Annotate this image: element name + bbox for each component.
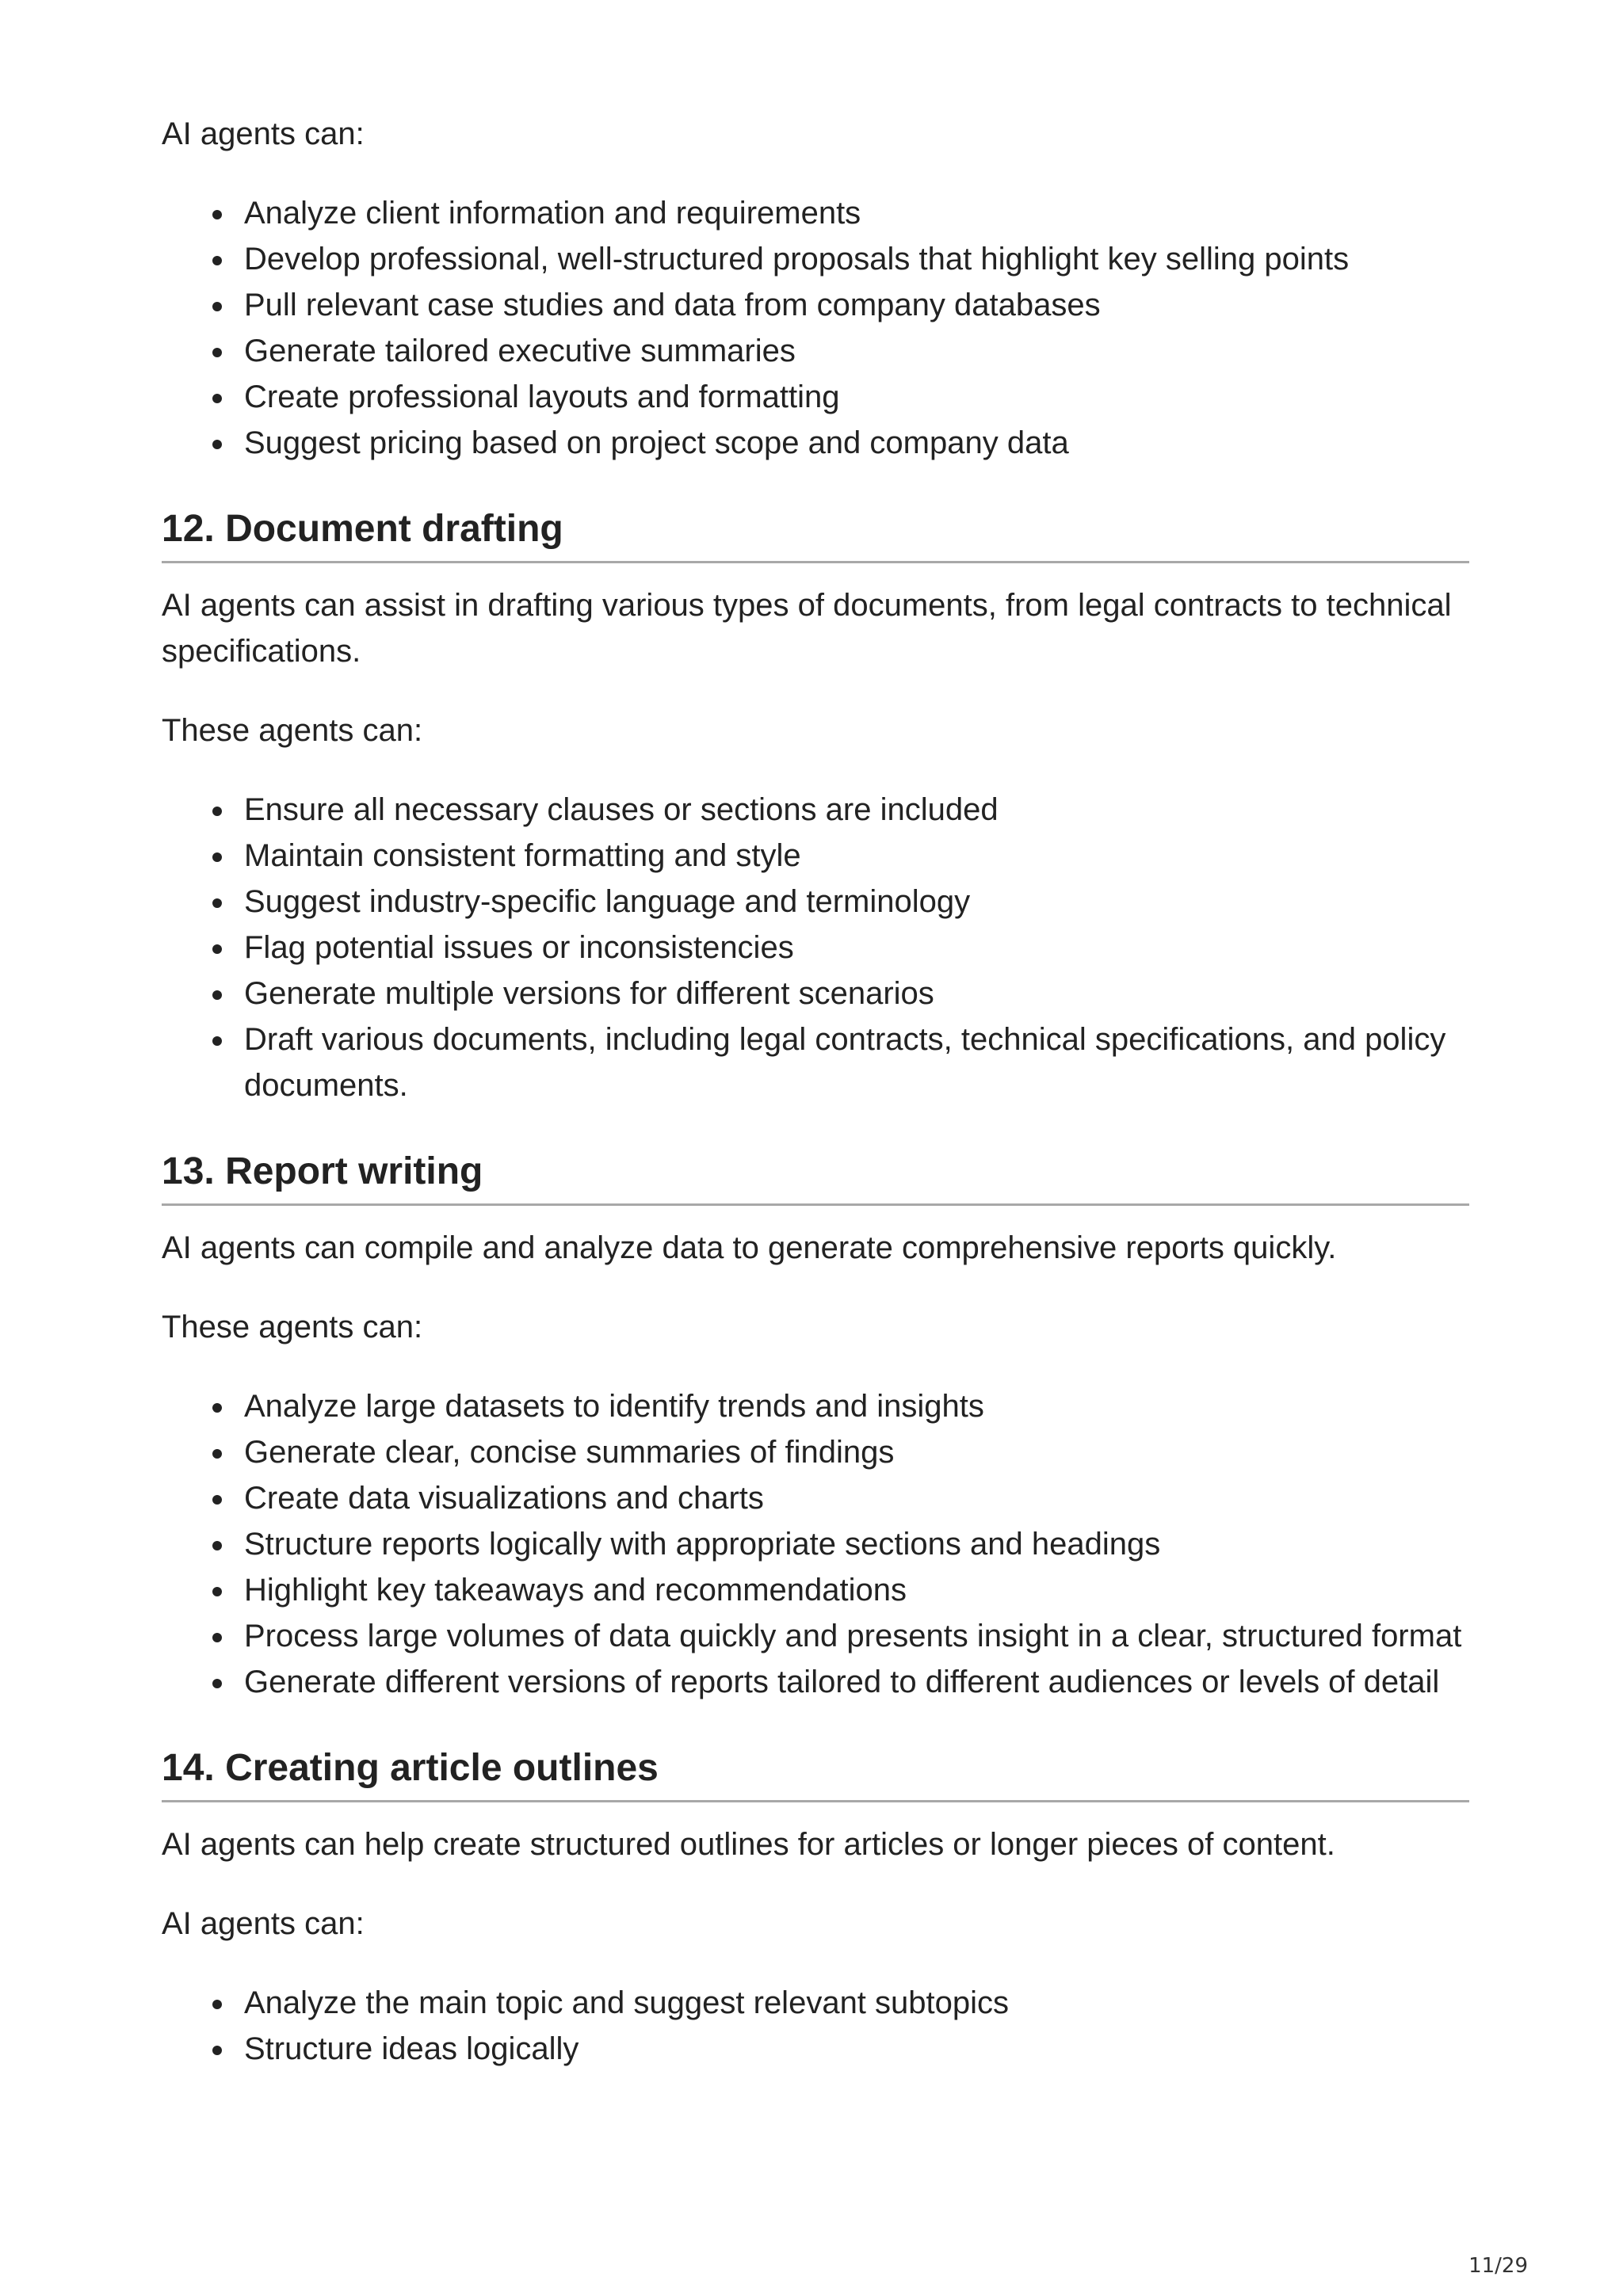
section-list (162, 1980, 1469, 2072)
list-item: Ensure all necessary clauses or sections are included (244, 787, 1469, 833)
list-item: Generate multiple versions for different scenarios (244, 971, 1469, 1016)
list-item: Maintain consistent formatting and style (244, 833, 1469, 879)
list-item: Analyze client information and requirements (244, 190, 1469, 236)
document-page (162, 111, 1469, 2072)
section-heading: 12. Document drafting (162, 504, 1469, 563)
list-item: Generate tailored executive summaries (244, 328, 1469, 374)
list-item: Create professional layouts and formatting (244, 374, 1469, 420)
list-item: Suggest industry-specific language and terminology (244, 879, 1469, 925)
section-list (162, 1383, 1469, 1705)
section-list (162, 787, 1469, 1108)
list-item: Analyze large datasets to identify trends and insights (244, 1383, 1469, 1429)
section-lead: These agents can: (162, 1310, 423, 1344)
list-item: Generate clear, concise summaries of findings (244, 1429, 1469, 1475)
section-report-writing (162, 1146, 1469, 1705)
section-paragraph: AI agents can assist in drafting various types of documents, from legal contracts to technical specifications. (162, 588, 1452, 669)
list-item: Draft various documents, including legal contracts, technical specifications, and policy documents. (244, 1016, 1469, 1108)
list-item: Process large volumes of data quickly and presents insight in a clear, structured format (244, 1613, 1469, 1659)
section-paragraph: AI agents can compile and analyze data to generate comprehensive reports quickly. (162, 1230, 1337, 1265)
intro-lead: AI agents can: (162, 116, 365, 151)
section-document-drafting (162, 504, 1469, 1108)
list-item: Flag potential issues or inconsistencies (244, 925, 1469, 971)
section-article-outlines (162, 1743, 1469, 2072)
section-lead: These agents can: (162, 713, 423, 748)
section-heading: 13. Report writing (162, 1146, 1469, 1206)
list-item: Create data visualizations and charts (244, 1475, 1469, 1521)
page-number: 11/29 (1468, 2254, 1528, 2278)
list-item: Structure ideas logically (244, 2026, 1469, 2072)
list-item: Analyze the main topic and suggest relevant subtopics (244, 1980, 1469, 2026)
section-paragraph: AI agents can help create structured outlines for articles or longer pieces of content. (162, 1827, 1335, 1862)
section-heading: 14. Creating article outlines (162, 1743, 1469, 1802)
list-item: Highlight key takeaways and recommendations (244, 1567, 1469, 1613)
list-item: Structure reports logically with appropriate sections and headings (244, 1521, 1469, 1567)
section-lead: AI agents can: (162, 1906, 365, 1941)
intro-list (162, 190, 1469, 466)
list-item: Generate different versions of reports tailored to different audiences or levels of detail (244, 1659, 1469, 1705)
list-item: Suggest pricing based on project scope and company data (244, 420, 1469, 466)
list-item: Pull relevant case studies and data from company databases (244, 282, 1469, 328)
list-item: Develop professional, well-structured proposals that highlight key selling points (244, 236, 1469, 282)
